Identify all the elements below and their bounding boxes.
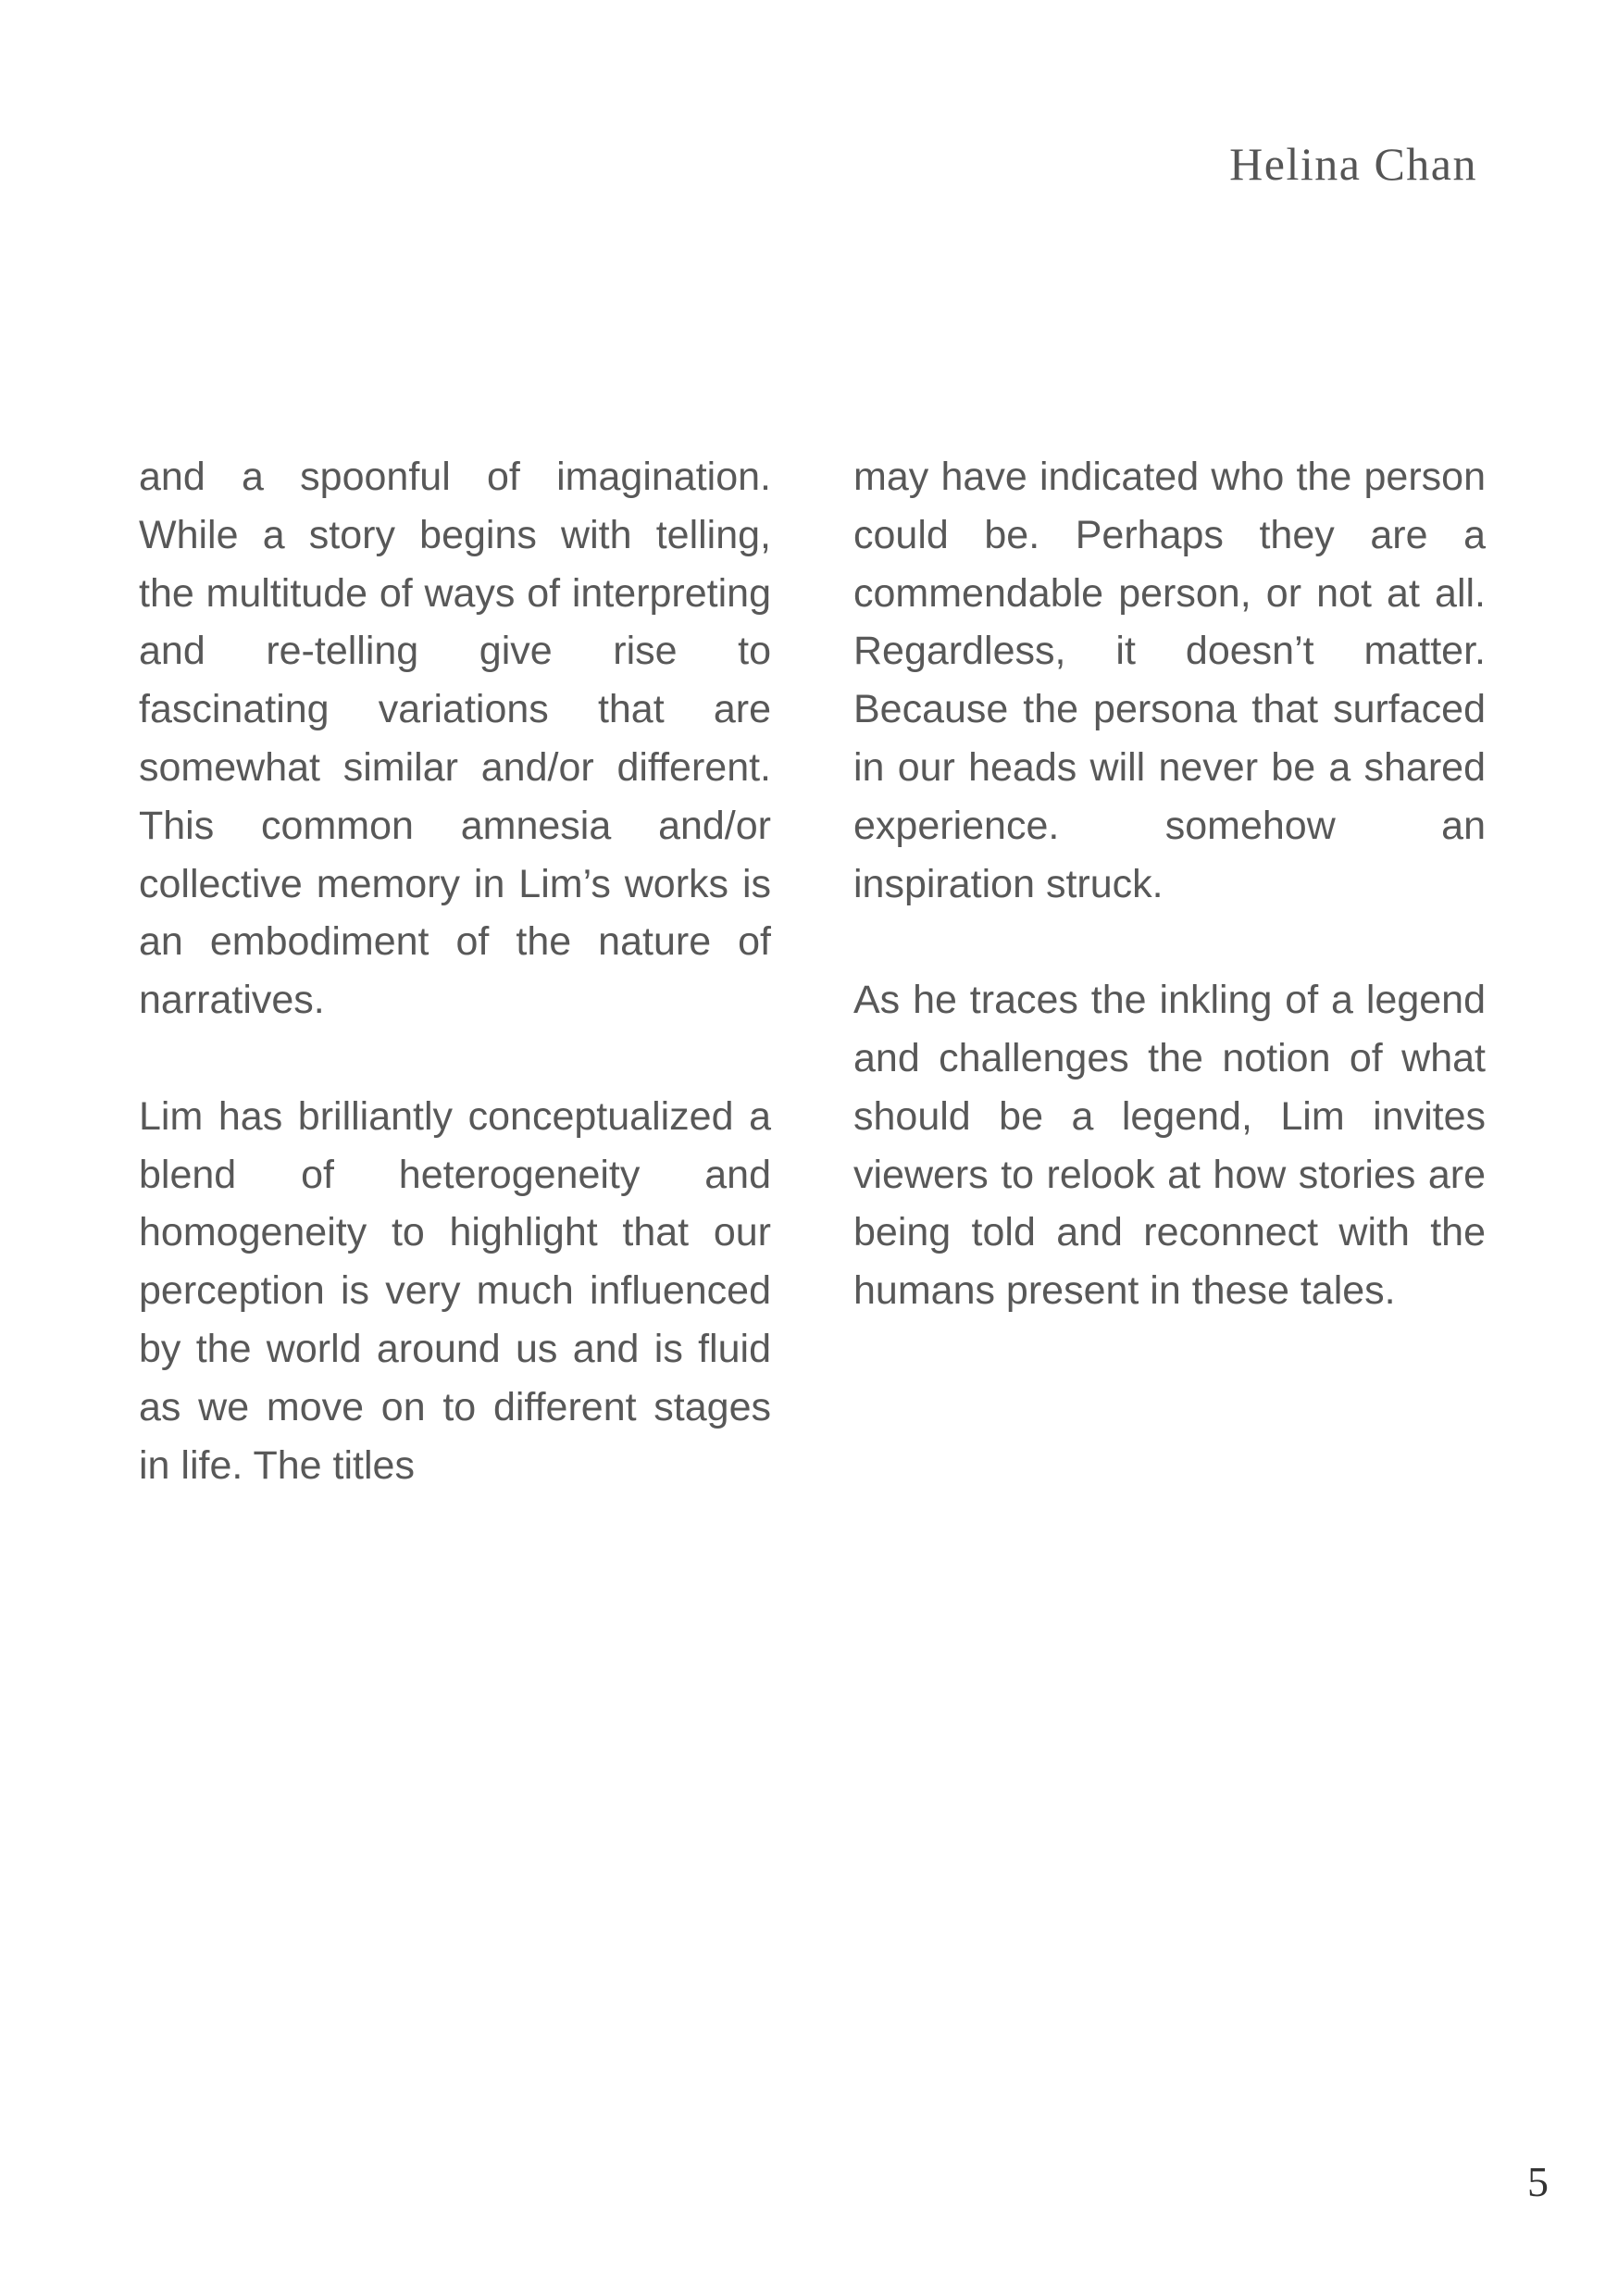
text-column-right xyxy=(853,448,1486,1320)
paragraph: Lim has brilliantly conceptualized a blend of heterogeneity and homogeneity to highlight that our perception is very much influenced by the world around us and is fluid as we move on to different stages in life. The titles xyxy=(139,1093,771,1488)
text-column-left xyxy=(139,448,771,1494)
paragraph: may have indicated who the person could be. Perhaps they are a commendable person, or not at all. Regardless, it doesn’t matter. Because the persona that surfaced in our heads will never be a shared experience. somehow an inspiration struck. xyxy=(853,455,1486,906)
paragraph: and a spoonful of imagination. While a story begins with telling, the multitude of ways of interpreting and re-telling give rise to fascinating variations that are somewhat similar and/or different. This common amnesia and/or collective memory in Lim’s works is an embodiment of the nature of narratives. xyxy=(139,455,771,1023)
paragraph: As he traces the inkling of a legend and challenges the notion of what should be a legend, Lim invites viewers to relook at how stories are being told and reconnect with the humans present in these tales. xyxy=(853,978,1486,1314)
running-header-author: Helina Chan xyxy=(1229,138,1477,190)
page-number: 5 xyxy=(1527,2158,1549,2205)
